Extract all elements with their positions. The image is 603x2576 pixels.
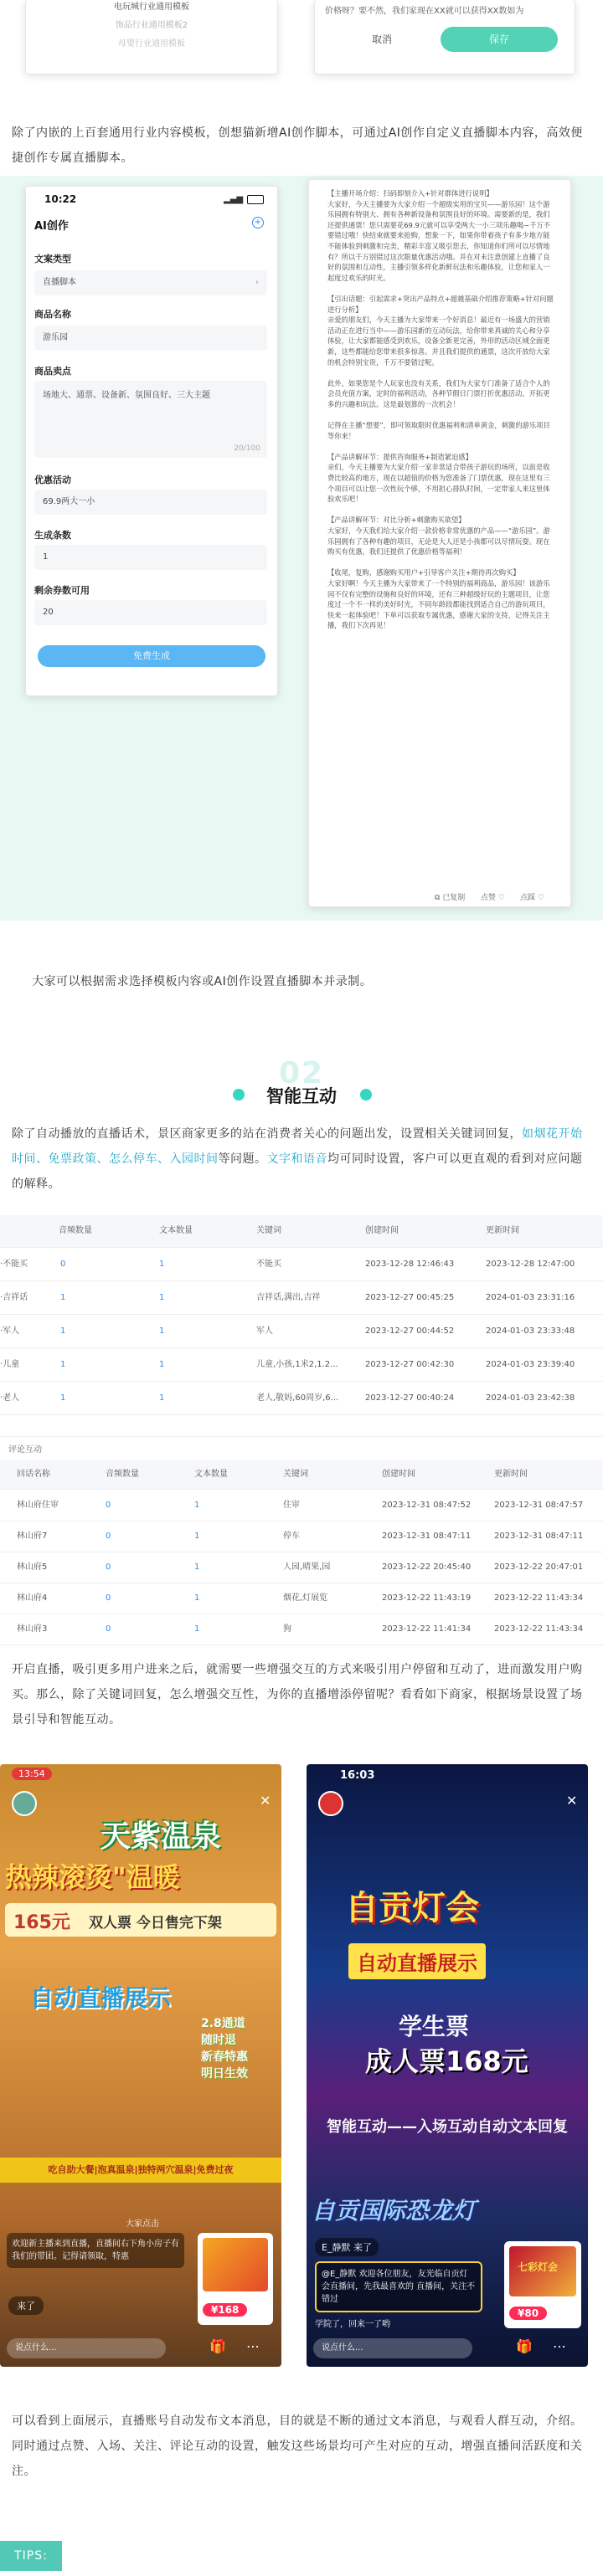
save-dialog-card [314, 0, 575, 74]
audio-count[interactable]: 0 [106, 1593, 111, 1603]
stock-label: 剩余券数可用 [34, 585, 90, 596]
updated-time: 2024-01-03 23:39:40 [486, 1360, 575, 1369]
table-caption: 评论互动 [8, 1445, 42, 1455]
audio-count[interactable]: 1 [60, 1326, 66, 1336]
row-name: ·儿童 [0, 1360, 20, 1369]
updated-time: 2023-12-22 20:47:01 [494, 1563, 584, 1572]
more-icon[interactable]: ⋯ [553, 2338, 566, 2354]
row-name: 林山府4 [17, 1593, 48, 1603]
auto-live-badge: 自动直播展示 [348, 1943, 486, 1979]
product-price: ¥80 [509, 2307, 547, 2320]
row-name: ·军人 [0, 1326, 20, 1336]
updated-time: 2024-01-03 23:42:38 [486, 1393, 575, 1403]
selling-points-value: 场地大、通票、设备新、氛围良好、三大主题 [43, 391, 210, 400]
created-time: 2023-12-27 00:42:30 [365, 1360, 455, 1369]
text-count[interactable]: 1 [194, 1593, 200, 1603]
table-row[interactable] [0, 1383, 603, 1415]
form-title: AI创作 [34, 220, 69, 233]
section-number: 02 [278, 1056, 325, 1090]
auto-live-badge: 自动直播展示 [30, 1984, 172, 2012]
audio-count[interactable]: 1 [60, 1360, 66, 1369]
audio-count[interactable]: 1 [60, 1393, 66, 1403]
keywords: 狗 [283, 1624, 291, 1634]
smart-highlight-1: 如烟花开始时间、免票政策、怎么停车、入园时间 [12, 1127, 583, 1166]
table-row[interactable] [0, 1552, 603, 1583]
text-count[interactable]: 1 [159, 1260, 165, 1269]
status-time: 13:54 [12, 1768, 52, 1780]
created-time: 2023-12-28 12:46:43 [365, 1260, 455, 1269]
comment-bubble [315, 2261, 482, 2312]
product-image [203, 2238, 268, 2291]
created-time: 2023-12-22 11:43:19 [382, 1593, 472, 1603]
product-name-input[interactable]: 游乐园 [34, 326, 267, 351]
product-name-label: 商品名称 [34, 309, 71, 320]
price-line-2: 成人票168元 [365, 2045, 528, 2077]
final-paragraph: 可以看到上面展示，直播账号自动发布文本消息，目的就是不断的通过文本消息，与观看人群互动，介绍。同时通过点赞、入场、关注、评论互动的设置，触发这些场景均可产生对应的互动，增强直播间活跃度和关注。 [12, 2414, 583, 2478]
updated-time: 2023-12-22 11:43:34 [494, 1593, 584, 1603]
text-count[interactable]: 1 [159, 1393, 165, 1403]
big-text: 自贡国际恐龙灯 [312, 2197, 477, 2224]
template-list-item[interactable]: 母婴行业通用模板 [118, 39, 185, 49]
table-row[interactable] [0, 1614, 603, 1645]
keywords: 不能买 [256, 1260, 281, 1269]
comment-bubble-2: 大家点击 [126, 2219, 159, 2229]
intro-paragraph: 除了内嵌的上百套通用行业内容模板，创想猫新增AI创作脚本，可通过AI创作自定义直播脚本内容，高效便捷创作专属直播脚本。 [12, 126, 583, 165]
category-select[interactable] [34, 270, 267, 295]
comment-text: 欢迎新主播来到直播，直播间右下角小房子有我们的带团。记得请领取，特惠 [12, 2240, 179, 2261]
chevron-right-icon: › [255, 278, 259, 287]
keywords: 吉祥话,满出,吉祥 [256, 1293, 321, 1302]
audio-count[interactable]: 0 [106, 1501, 111, 1510]
created-time: 2023-12-22 20:45:40 [382, 1563, 472, 1572]
price-text: 双人票 今日售完下架 [89, 1915, 222, 1932]
keywords: 儿童,小孩,1米2,1.2... [256, 1360, 338, 1369]
comment-bubble-3: 学院了，回来一了哟 [315, 2320, 390, 2329]
table-header-cell: 音频数量 [106, 1470, 139, 1479]
save-button[interactable]: 保存 [441, 27, 558, 52]
price-line-1: 学生票 [399, 2013, 470, 2040]
table-header-row [0, 1460, 603, 1490]
smart-paragraph [12, 1121, 591, 1197]
audio-count[interactable]: 0 [106, 1563, 111, 1572]
text-count[interactable]: 1 [194, 1501, 200, 1510]
live-stream-left [0, 1764, 281, 2367]
table-header-cell: 创建时间 [365, 1226, 399, 1235]
generate-button[interactable]: 免费生成 [38, 645, 265, 667]
count-label: 生成条数 [34, 530, 71, 541]
text-count[interactable]: 1 [194, 1563, 200, 1572]
text-count[interactable]: 1 [159, 1360, 165, 1369]
row-name: 林山府住审 [17, 1501, 59, 1510]
signal-icon: ▂▄▆ [224, 195, 244, 204]
product-price: ¥168 [203, 2303, 247, 2317]
follow-chip[interactable] [8, 2296, 44, 2315]
price-bar [5, 1903, 276, 1937]
banner-title: 自贡灯会 [345, 1889, 479, 1927]
audio-count[interactable]: 1 [60, 1293, 66, 1302]
updated-time: 2023-12-31 08:47:11 [494, 1532, 584, 1541]
live-paragraph: 开启直播，吸引更多用户进来之后，就需要一些增强交互的方式来吸引用户停留和互动了，进而激发用户购买。那么，除了关键词回复，怎么增强交互性，为你的直播增添停留呢？看看如下商家，根据场景设置了场景引导和智能互动。 [12, 1663, 583, 1727]
comment-table [0, 1436, 603, 1646]
like-action[interactable]: 点赞 ♡ [481, 894, 505, 902]
section-dot-right [360, 1089, 372, 1101]
table-header-cell: 音频数量 [59, 1226, 92, 1235]
product-card[interactable] [198, 2233, 273, 2325]
audio-count[interactable]: 0 [60, 1260, 66, 1269]
avatar[interactable] [12, 1791, 37, 1816]
created-time: 2023-12-27 00:44:52 [365, 1326, 455, 1336]
created-time: 2023-12-31 08:47:11 [382, 1532, 472, 1541]
banner-subtitle: 热辣滚烫"温暖 [5, 1861, 180, 1893]
comment-input[interactable] [7, 2338, 166, 2358]
promo-input[interactable]: 69.9两大一小 [34, 490, 267, 515]
keywords: 停车 [283, 1532, 300, 1541]
status-time: 16:03 [340, 1769, 375, 1782]
template-list-item[interactable]: 饰品行业通用模板2 [115, 21, 188, 30]
dialog-text: 价格呀？要不然，我们家现在XX就可以获得XX数如为 [325, 7, 524, 16]
smart-text-1: 除了自动播放的直播话术，景区商家更多的站在消费者关心的问题出发，设置相关关键词回复， [12, 1127, 522, 1141]
live-stream-right [307, 1764, 588, 2367]
table-row[interactable] [0, 1491, 603, 1521]
section-title: 智能互动 [266, 1086, 337, 1106]
text-count[interactable]: 1 [159, 1326, 165, 1336]
table-header-cell: 文本数量 [159, 1226, 193, 1235]
stock-input[interactable]: 20 [34, 600, 267, 625]
table-row[interactable] [0, 1583, 603, 1614]
product-card[interactable] [504, 2241, 581, 2328]
comment-placeholder: 说点什么... [322, 2343, 363, 2353]
row-name: 林山府3 [17, 1624, 48, 1634]
audio-count[interactable]: 0 [106, 1532, 111, 1541]
audio-count[interactable]: 0 [106, 1624, 111, 1634]
updated-time: 2024-01-03 23:33:48 [486, 1326, 575, 1336]
smart-text-2: 等问题。 [218, 1152, 267, 1166]
template-dialog-card [25, 0, 278, 74]
close-icon[interactable]: ✕ [566, 1793, 578, 1809]
status-time: 10:22 [44, 193, 77, 205]
table-header-cell: 关键词 [256, 1226, 281, 1235]
row-name: ·老人 [0, 1393, 20, 1403]
follow-text: 来了 [17, 2301, 35, 2312]
ai-form-phone [25, 186, 278, 696]
tips-label: TIPS: [0, 2541, 62, 2571]
updated-time: 2023-12-28 12:47:00 [486, 1260, 575, 1269]
keyword-table [0, 1215, 603, 1424]
price: 165元 [13, 1912, 70, 1933]
text-count[interactable]: 1 [194, 1624, 200, 1634]
gift-icon[interactable]: 🎁 [209, 2338, 226, 2354]
selling-points-textarea[interactable] [34, 381, 267, 458]
more-icon[interactable]: ⋯ [246, 2338, 260, 2354]
dislike-action[interactable]: 点踩 ♡ [520, 894, 544, 902]
promo-label: 优惠活动 [34, 475, 71, 485]
keywords: 老人,敬妈,60周岁,6... [256, 1393, 339, 1403]
add-icon[interactable]: + [252, 217, 264, 228]
smart-text-3: 均可同时设置，客户可以更直观的看到对应问题的解释。 [12, 1152, 583, 1191]
created-time: 2023-12-27 00:45:25 [365, 1293, 455, 1302]
template-list-item[interactable]: 电玩城行业通用模板 [114, 3, 189, 12]
keywords: 烟花,灯展览 [283, 1593, 328, 1603]
category-label: 文案类型 [34, 254, 71, 264]
table-row[interactable] [0, 1316, 603, 1348]
text-count[interactable]: 1 [194, 1532, 200, 1541]
selling-points-label: 商品卖点 [34, 366, 71, 377]
table-row[interactable] [0, 1521, 603, 1552]
copy-action[interactable]: ⧉ 已复制 [435, 894, 466, 902]
comment-bubble [7, 2233, 184, 2268]
updated-time: 2023-12-31 08:47:57 [494, 1501, 584, 1510]
table-header-cell: 更新时间 [486, 1226, 519, 1235]
table-header-cell: 关键词 [283, 1470, 308, 1479]
keywords: 人园,晴果,园 [283, 1563, 331, 1572]
created-time: 2023-12-31 08:47:52 [382, 1501, 472, 1510]
smart-highlight-2: 文字和语音 [266, 1152, 327, 1166]
gift-icon[interactable]: 🎁 [516, 2338, 533, 2354]
script-text: 【主播开场介绍：扫码即刻介入+针对群体进行说明】 大家好，今天主播要为大家介绍一个超级实用的宝贝——游乐园！这个游乐园拥有特别大、拥有各种新设备和氛围良好的环境。需要新的是，我们还提供通票！您只需要花69.9元就可以享受两大一小三项乐趣喝~千万不要错过哦！快结束就要来抢购，想象一下，如果你带着孩子有多少地方能不能体验到刺激和完美，精彩丰富又吸引您去，你知道你们所可以尽情地有？所以千万别错过这次限量优惠活动哦。并在对未注意创建上直播了良好的氛围和互动性，主播引领多样化新鲜玩法和乐趣体验，让您和家人一起度过欢乐的时光。 【引出话题：引起需求+突出产品特点+超越基础介绍推荐策略+针对问题进行分析】 亲爱的朋友们，今天主播为大家带来一个好消息！最近有一场盛大的营销活动正在进行当中——游乐园新的互动玩法，给你带来真诚的关心和分享体验，让大家都能感受到欢乐，设备全新更完善，外形的活动区域全面更新，这些都能给您带来很多惊喜。并且我们提供的通票，这次开放给大家的机会特别宝贵，千万不要错过呢。 此外，如果您是个人玩家也没有关系，我们为大家专门准备了适合个人的会员充值方案，定时的福利活动，各种节假日门票打折优惠活动，开拓更多的兴趣和玩法。这是最划算的一次机会！ 记得在主播“想要”，即可领取限时优惠福利和清单黄金，刺激的游乐项目等你来！ 【产品讲解环节：提供咨询服务+制造紧迫感】 亲们，今天主播要为大家介绍一家非常适合带孩子游玩的场所，以前是收费比较高的地方，现在以超值的价格为您准备了门票优惠，现在这里有三个项目可以让您一次性玩个够，不用担心排队时间，一定带家人来这里体验欢乐吧！ 【产品讲解环节：对比分析+刺激购买欲望】 大家好，今天我们给大家介绍一款价格非常优惠的产品——“游乐园”。游乐园拥有了各种有趣的项目，无论是大人还是小孩都可以尽情玩耍。现在购买有优惠，我们还提供了优惠价格等福利！ 【收尾，复购，感谢购买用户+引导客户关注+期待再次购买】 大家好啊！今天主播为大家带来了一个特别的福利商品，游乐园！该游乐园不仅有完整的设施和良好的环境，还有三种超级好玩的主题项目，让您度过一个不一样的美好时光，不同年龄段都能找到适合自己的游玩项目，快来一起体验吧！下单可以获取专属优惠，感谢大家的支持，记得关注主播，我们下次再见！ [327, 189, 554, 630]
row-name: 林山府7 [17, 1532, 48, 1541]
like-label: 点赞 [481, 894, 497, 902]
banner-title: 天紫温泉 [100, 1819, 222, 1854]
table-header-cell: 创建时间 [382, 1470, 415, 1479]
row-name: 林山府5 [17, 1563, 48, 1572]
battery-icon [247, 195, 264, 204]
count-input[interactable]: 1 [34, 545, 267, 570]
copy-label: 已复制 [442, 894, 466, 902]
script-doc-phone [308, 179, 571, 907]
comment-name-chip [315, 2238, 379, 2256]
created-time: 2023-12-27 00:40:24 [365, 1393, 455, 1403]
choose-paragraph: 大家可以根据需求选择模板内容或AI创作设置直播脚本并录制。 [32, 975, 373, 988]
big-caption: 吃自助大餐|泡真温泉|独特两穴温泉|免费过夜 [0, 2158, 281, 2183]
created-time: 2023-12-22 11:41:34 [382, 1624, 472, 1634]
table-header-cell: 文本数量 [194, 1470, 228, 1479]
cancel-button[interactable]: 取消 [332, 27, 432, 52]
row-name: ·不能买 [0, 1260, 28, 1269]
table-row[interactable] [0, 1249, 603, 1281]
product-title: 七彩灯会 [518, 2261, 559, 2273]
keywords: 住审 [283, 1501, 300, 1510]
avatar[interactable] [318, 1791, 343, 1816]
table-header-cell: 更新时间 [494, 1470, 528, 1479]
table-row[interactable] [0, 1282, 603, 1315]
text-count[interactable]: 1 [159, 1293, 165, 1302]
row-name: ·吉祥话 [0, 1293, 28, 1302]
char-counter: 20/100 [234, 444, 260, 453]
comment-placeholder: 说点什么... [15, 2343, 57, 2353]
table-header-cell: 回话名称 [17, 1470, 50, 1479]
close-icon[interactable]: ✕ [260, 1793, 271, 1809]
category-value: 直播脚本 [43, 278, 76, 287]
table-row[interactable] [0, 1349, 603, 1382]
dislike-label: 点踩 [520, 894, 536, 902]
smart-caption: 智能互动——入场互动自动文本回复 [327, 2118, 568, 2136]
comment-name: E_静默 来了 [322, 2242, 372, 2253]
comment-text: @E_静默 欢迎各位朋友，友光临自贡灯会直播间，先我最喜欢的 直播间，关注不错过 [322, 2270, 476, 2304]
keywords: 军人 [256, 1326, 273, 1336]
updated-time: 2024-01-03 23:31:16 [486, 1293, 575, 1302]
side-note: 2.8通道 随时退 新春特惠 明日生效 [201, 2017, 248, 2081]
table-header-row [0, 1215, 603, 1248]
comment-input[interactable] [313, 2338, 472, 2358]
updated-time: 2023-12-22 11:43:34 [494, 1624, 584, 1634]
